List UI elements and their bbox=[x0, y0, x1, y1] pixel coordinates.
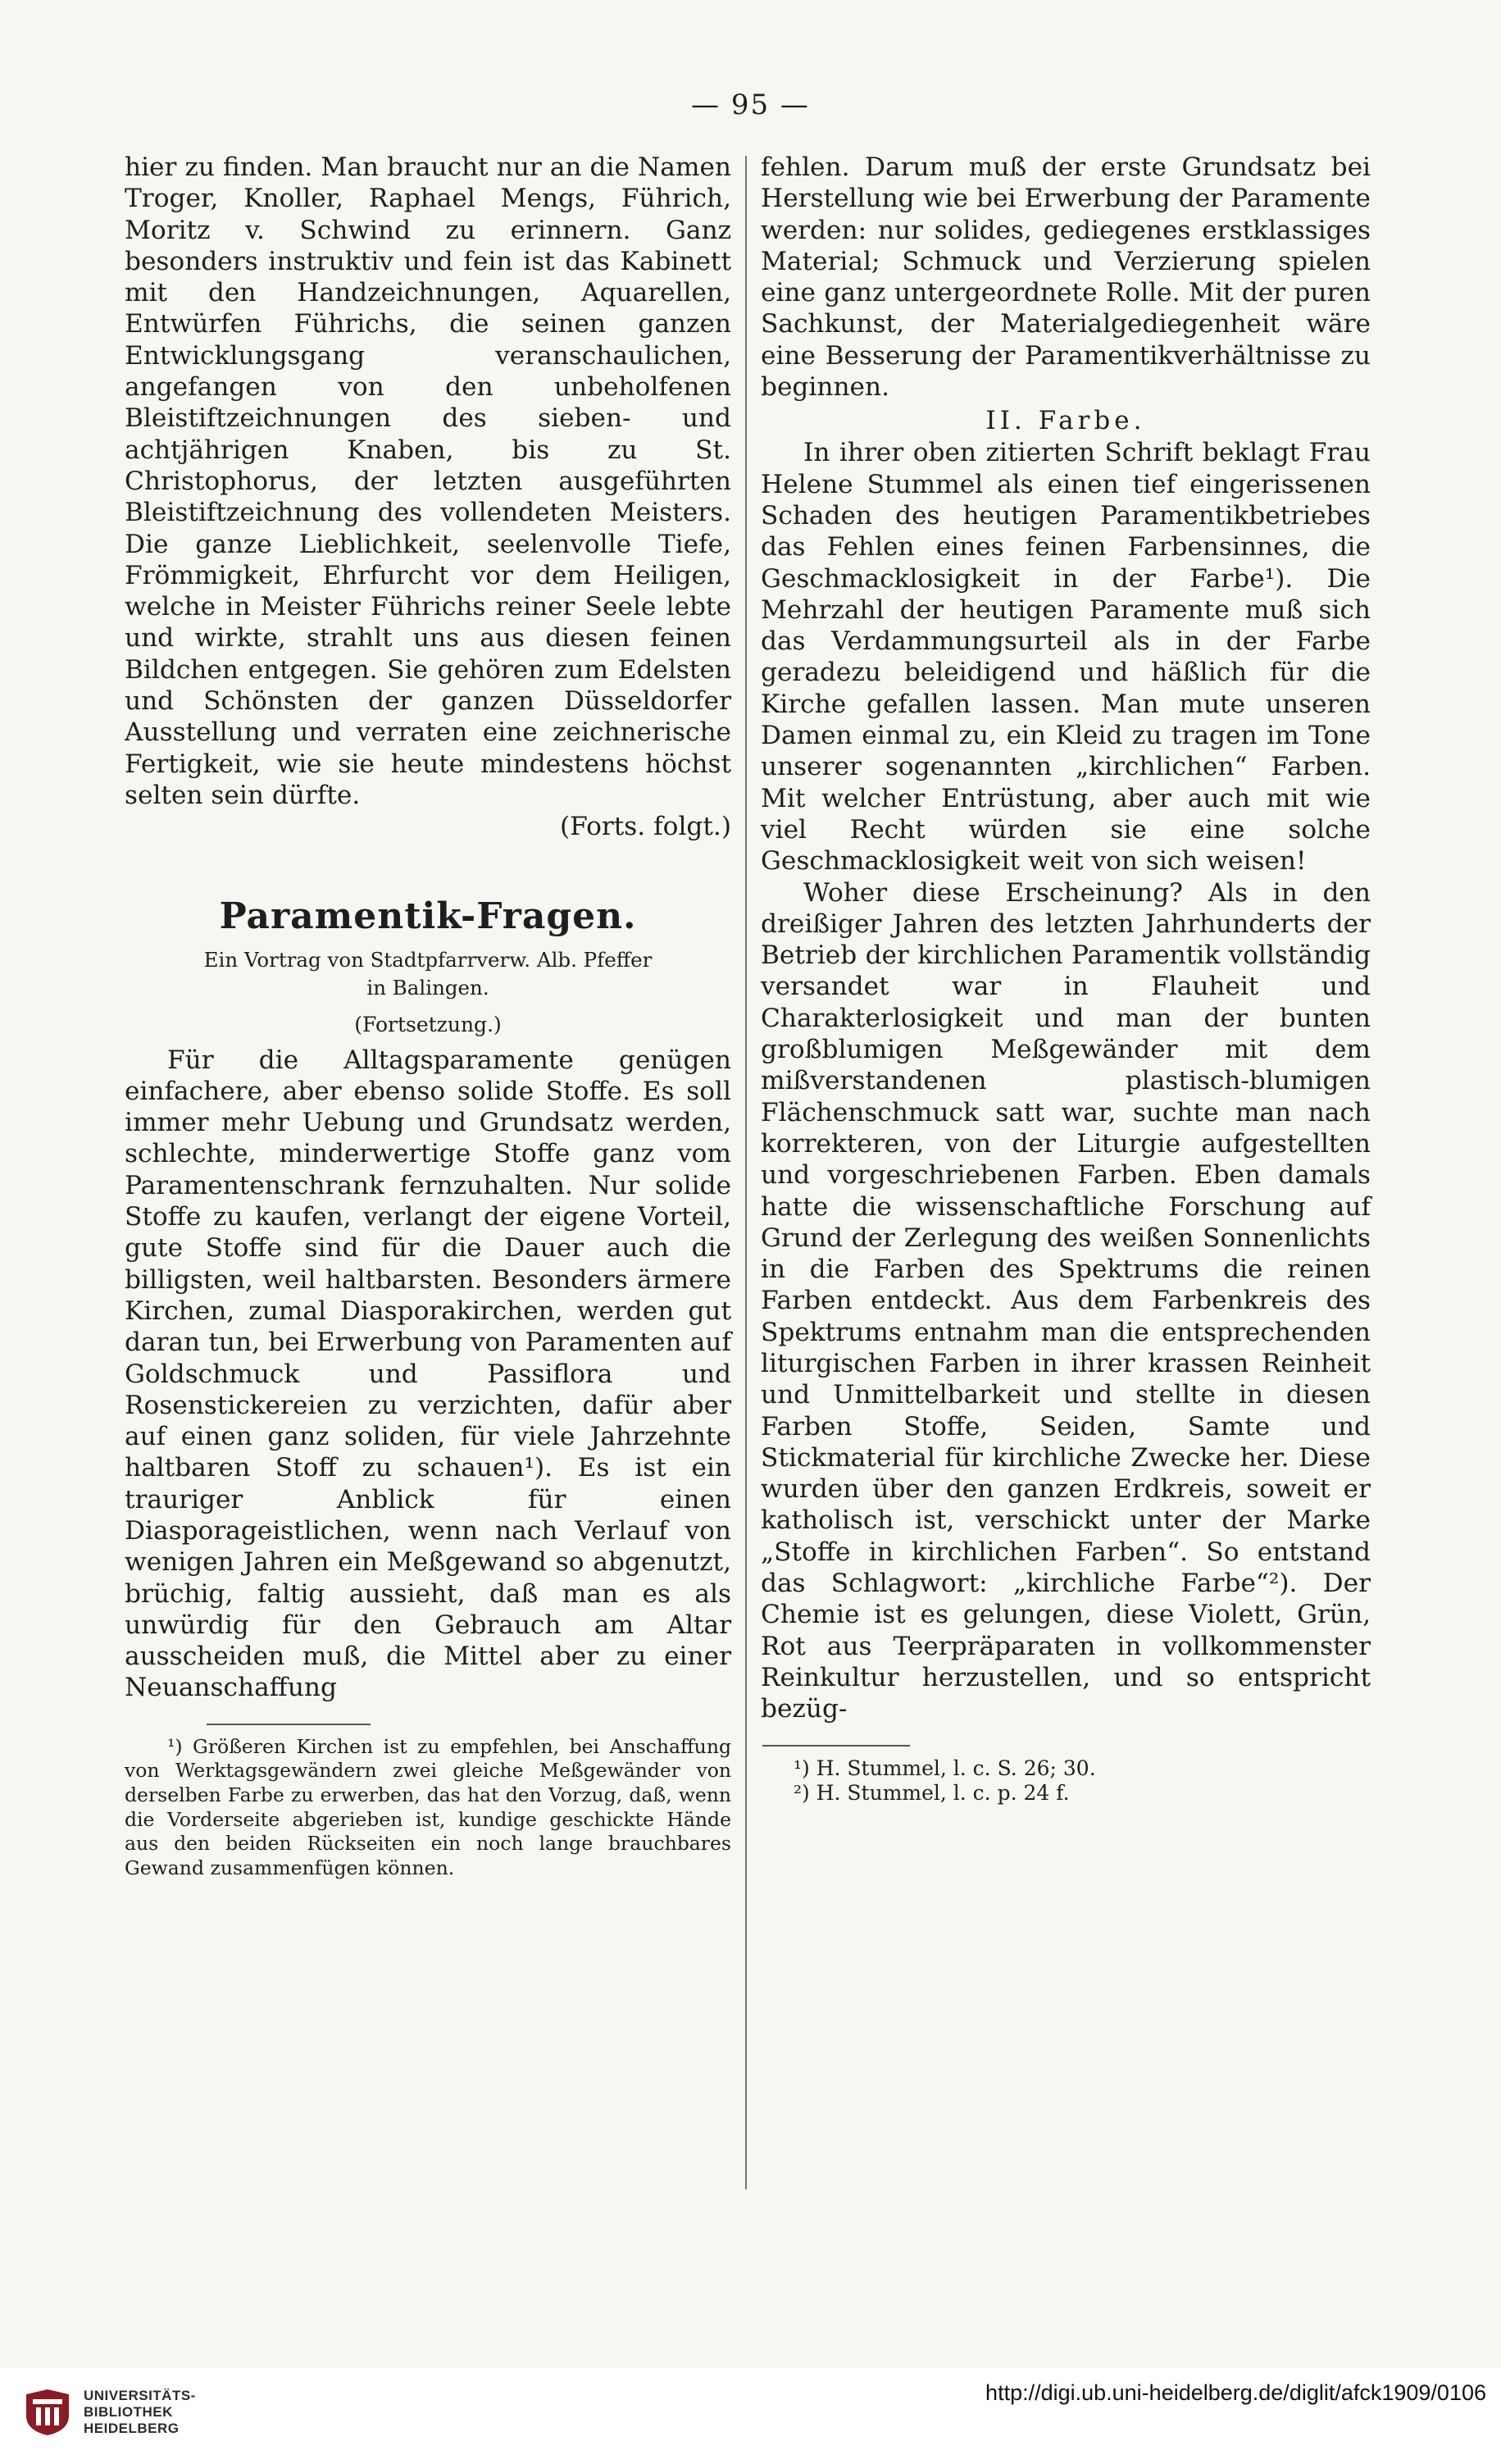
page-number: — 95 — bbox=[691, 89, 810, 121]
paragraph: In ihrer oben zitierten Schrift beklagt Frau Helene Stummel als einen tief eingerissenen Schaden des heutigen Paramentikbetriebes das Fehlen eines feinen Farbensinnes, die Geschmacklosigkeit in der Farbe¹). Die Mehrzahl der heutigen Paramente muß sich das Verdammungsurteil als in der Farbe geradezu beleidigend und häßlich für die Kirche gefallen lassen. Man mute unseren Damen einmal zu, ein Kleid zu tragen im Tone unserer sogenannten „kirchlichen“ Farben. Mit welcher Entrüstung, aber auch mit wie viel Recht würden sie eine solche Geschmacklosigkeit weit von sich weisen! bbox=[761, 438, 1371, 877]
footnote: ¹) H. Stummel, l. c. S. 26; 30. bbox=[794, 1756, 1096, 1780]
footnote: ¹) Größeren Kirchen ist zu empfehlen, bei Anschaffung von Werktagsgewändern zwei gleiche Meßgewänder von derselben Farbe zu erwerben, das hat den Vorzug, daß, wenn die Vorderseite abgerieben ist, kundige geschickte Hände aus den beiden Rückseiten ein noch lange brauchbares Gewand zusammenfügen können. bbox=[125, 1734, 731, 1879]
library-logo[interactable] bbox=[21, 2386, 196, 2439]
byline-author: Ein Vortrag von Stadtpfarrverw. Alb. Pfeffer bbox=[203, 947, 653, 972]
left-column bbox=[125, 152, 731, 1880]
library-name-line: UNIVERSITÄTS- bbox=[84, 2388, 196, 2403]
column-divider bbox=[745, 156, 747, 2189]
paragraph: Woher diese Erscheinung? Als in den dreißiger Jahren des letzten Jahrhunderts der Betrieb der kirchlichen Paramentik vollständig versandet war in Flauheit und Charakterlosigkeit und man der bunten großblumigen Meßgewänder mit dem mißverstandenen plastisch-blumigen Flächenschmuck satt war, suchte man nach korrekteren, von der Liturgie aufgestellten und vorgeschriebenen Farben. Eben damals hatte die wissenschaftliche Forschung auf Grund der Zerlegung des weißen Sonnenlichts in die Farben des Spektrums die reinen Farben entdeckt. Aus dem Farbenkreis des Spektrums entnahm man die entsprechenden liturgischen Farben in ihrer krassen Reinheit und Unmittelbarkeit und stellte in diesen Farben Stoffe, Seiden, Samte und Stickmaterial für kirchliche Zwecke her. Diese wurden über den ganzen Erdkreis, soweit er katholisch ist, verschickt unter der Marke „Stoffe in kirchlichen Farben“. So entstand das Schlagwort: „kirchliche Farbe“²). Der Chemie ist es gelungen, diese Violett, Grün, Rot aus Teerpräparaten in vollkommenster Reinkultur herzustellen, und so entspricht bezüg- bbox=[761, 877, 1371, 1724]
library-name-line: HEIDELBERG bbox=[84, 2421, 180, 2436]
to-be-continued-note: (Forts. folgt.) bbox=[559, 812, 731, 842]
paragraph: fehlen. Darum muß der erste Grundsatz bei Herstellung wie bei Erwerbung der Paramente werden: nur solides, gediegenes erstklassiges Material; Schmuck und Verzierung spielen eine ganz untergeordnete Rolle. Mit der puren Sachkunst, der Materialgediegenheit wäre eine Besserung der Paramentikverhältnisse zu beginnen. bbox=[761, 153, 1371, 403]
section-heading: II. Farbe. bbox=[985, 406, 1146, 436]
article-title: Paramentik-Fragen. bbox=[219, 895, 637, 937]
article-body-paragraph: Für die Alltagsparamente genügen einfachere, aber ebenso solide Stoffe. Es soll immer mehr Uebung und Grundsatz werden, schlechte, minderwertige Stoffe ganz vom Paramentenschrank fernzuhalten. Nur solide Stoffe zu kaufen, verlangt der eigene Vorteil, gute Stoffe sind für die Dauer auch die billigsten, weil haltbarsten. Besonders ärmere Kirchen, zumal Diasporakirchen, werden gut daran tun, bei Erwerbung von Paramenten auf Goldschmuck und Passiflora und Rosenstickereien zu verzichten, dafür aber auf einen ganz soliden, für viele Jahrzehnte haltbaren Stoff zu schauen¹). Es ist ein trauriger Anblick für einen Diasporageistlichen, wenn nach Verlauf von wenigen Jahren ein Meßgewand so abgenutzt, brüchig, faltig aussieht, daß man es als unwürdig für den Gebrauch am Altar ausscheiden muß, die Mittel aber zu einer Neuanschaffung bbox=[125, 1045, 731, 1703]
library-name-line: BIBLIOTHEK bbox=[84, 2404, 173, 2420]
right-column bbox=[761, 152, 1371, 1806]
footnote-divider bbox=[207, 1724, 371, 1725]
byline-place: in Balingen. bbox=[366, 975, 489, 1000]
continuation-note: (Fortsetzung.) bbox=[354, 1012, 502, 1036]
footnote-divider bbox=[762, 1745, 910, 1747]
footnote: ²) H. Stummel, l. c. p. 24 f. bbox=[794, 1780, 1070, 1805]
library-name bbox=[84, 2388, 196, 2437]
continued-article-text: hier zu finden. Man braucht nur an die Namen Troger, Knoller, Raphael Mengs, Führich, Moritz v. Schwind zu erinnern. Ganz besonders instruktiv und fein ist das Kabinett mit den Handzeichnungen, Aquarellen, Entwürfen Führichs, die seinen ganzen Entwicklungsgang veranschaulichen, angefangen von den unbeholfenen Bleistiftzeichnungen des sieben- und achtjährigen Knaben, bis zu St. Christophorus, der letzten ausgeführten Bleistiftzeichnung des vollendeten Meisters. Die ganze Lieblichkeit, seelenvolle Tiefe, Frömmigkeit, Ehrfurcht vor dem Heiligen, welche in Meister Führichs reiner Seele lebte und wirkte, strahlt uns aus diesen feinen Bildchen entgegen. Sie gehören zum Edelsten und Schönsten der ganzen Düsseldorfer Ausstellung und verraten eine zeichnerische Fertigkeit, wie sie heute mindestens höchst selten sein dürfte. bbox=[125, 153, 731, 810]
source-url-link[interactable]: http://digi.ub.uni-heidelberg.de/diglit/afck1909/0106 bbox=[985, 2380, 1486, 2405]
university-library-logo-icon bbox=[21, 2386, 74, 2439]
footer-bar bbox=[0, 2368, 1501, 2464]
